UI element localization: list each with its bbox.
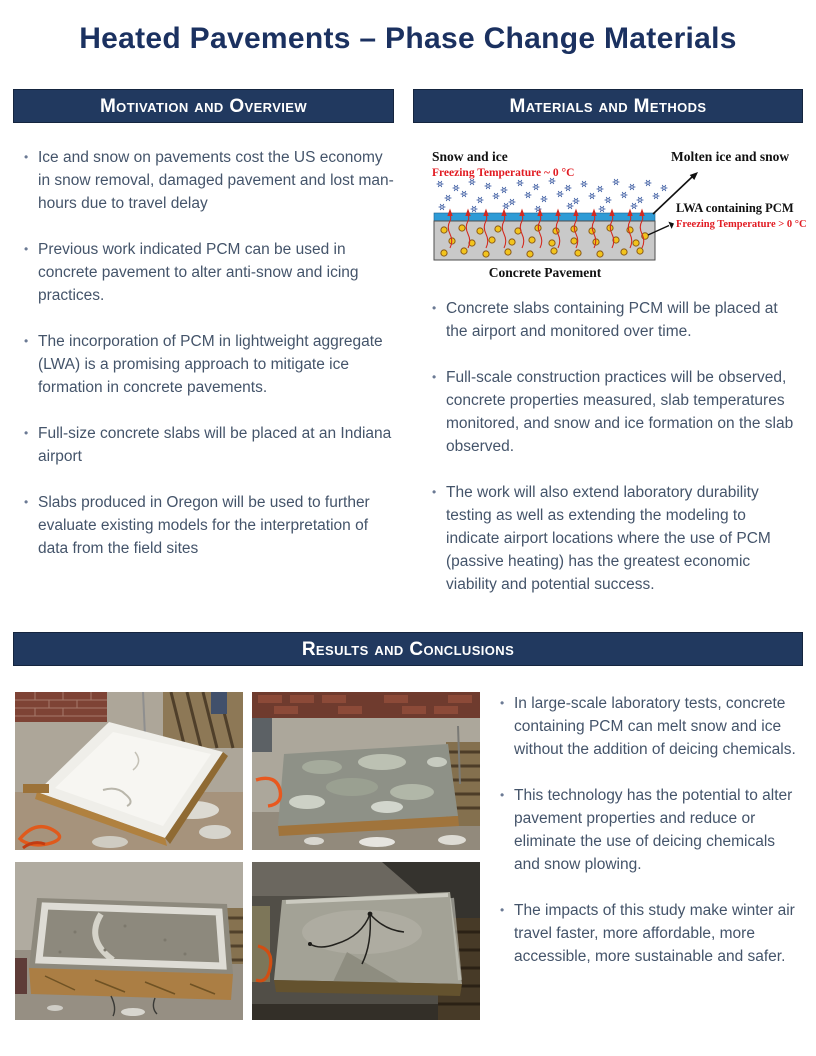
methods-bullet-list — [432, 297, 802, 619]
bullet-item: • This technology has the potential to alter pavement properties and reduce or eliminate the use of deicing chemicals and snow plowing. — [500, 784, 796, 876]
snowflakes — [437, 178, 668, 212]
bullet-item: • Previous work indicated PCM can be used in concrete pavement to alter anti-snow and icing practices. — [24, 238, 396, 307]
results-bullet-list — [500, 692, 796, 991]
lwa-freezing-label: Freezing Temperature > 0 °C — [676, 219, 807, 230]
photo-slab-mostly-melted — [15, 862, 243, 1020]
motivation-bullet-list — [24, 146, 396, 583]
section-header-motivation: Motivation and Overview — [13, 89, 394, 123]
molten-ice-label: Molten ice and snow — [671, 149, 790, 164]
photo-slab-snow-covered — [15, 692, 243, 850]
page-title: Heated Pavements – Phase Change Materials — [79, 22, 737, 55]
lwa-label: LWA containing PCM — [676, 201, 794, 215]
concrete-pavement-label: Concrete Pavement — [488, 265, 602, 280]
bullet-item: • Full-scale construction practices will be observed, concrete properties measured, slab temperatures monitored, and snow and ice formation on the slab observed. — [432, 366, 802, 458]
bullet-item: • The work will also extend laboratory durability testing as well as extending the modeling to indicate airport locations where the use of PCM (passive heating) has the greatest economic viability and potential success. — [432, 481, 802, 596]
photo-slab-partially-melted — [252, 692, 480, 850]
photo-slab-bare-with-wires — [252, 862, 480, 1020]
snow-freezing-label: Freezing Temperature ~ 0 °C — [432, 167, 575, 179]
bullet-item: • The impacts of this study make winter air travel faster, more affordable, more accessible, more sustainable and safer. — [500, 899, 796, 968]
bullet-item: • Ice and snow on pavements cost the US economy in snow removal, damaged pavement and lost man-hours due to travel delay — [24, 146, 396, 215]
section-header-methods: Materials and Methods — [413, 89, 803, 123]
pcm-pavement-diagram — [428, 136, 808, 290]
section-header-results: Results and Conclusions — [13, 632, 803, 666]
bullet-item: • Full-size concrete slabs will be placed at an Indiana airport — [24, 422, 396, 468]
bullet-item: • Concrete slabs containing PCM will be placed at the airport and monitored over time. — [432, 297, 802, 343]
results-photo-grid — [15, 692, 481, 1020]
bullet-item: • Slabs produced in Oregon will be used to further evaluate existing models for the interpretation of data from the field sites — [24, 491, 396, 560]
bullet-item: • In large-scale laboratory tests, concrete containing PCM can melt snow and ice without the addition of deicing chemicals. — [500, 692, 796, 761]
snow-and-ice-label: Snow and ice — [432, 149, 508, 164]
bullet-item: • The incorporation of PCM in lightweight aggregate (LWA) is a promising approach to mitigate ice formation in concrete pavements. — [24, 330, 396, 399]
